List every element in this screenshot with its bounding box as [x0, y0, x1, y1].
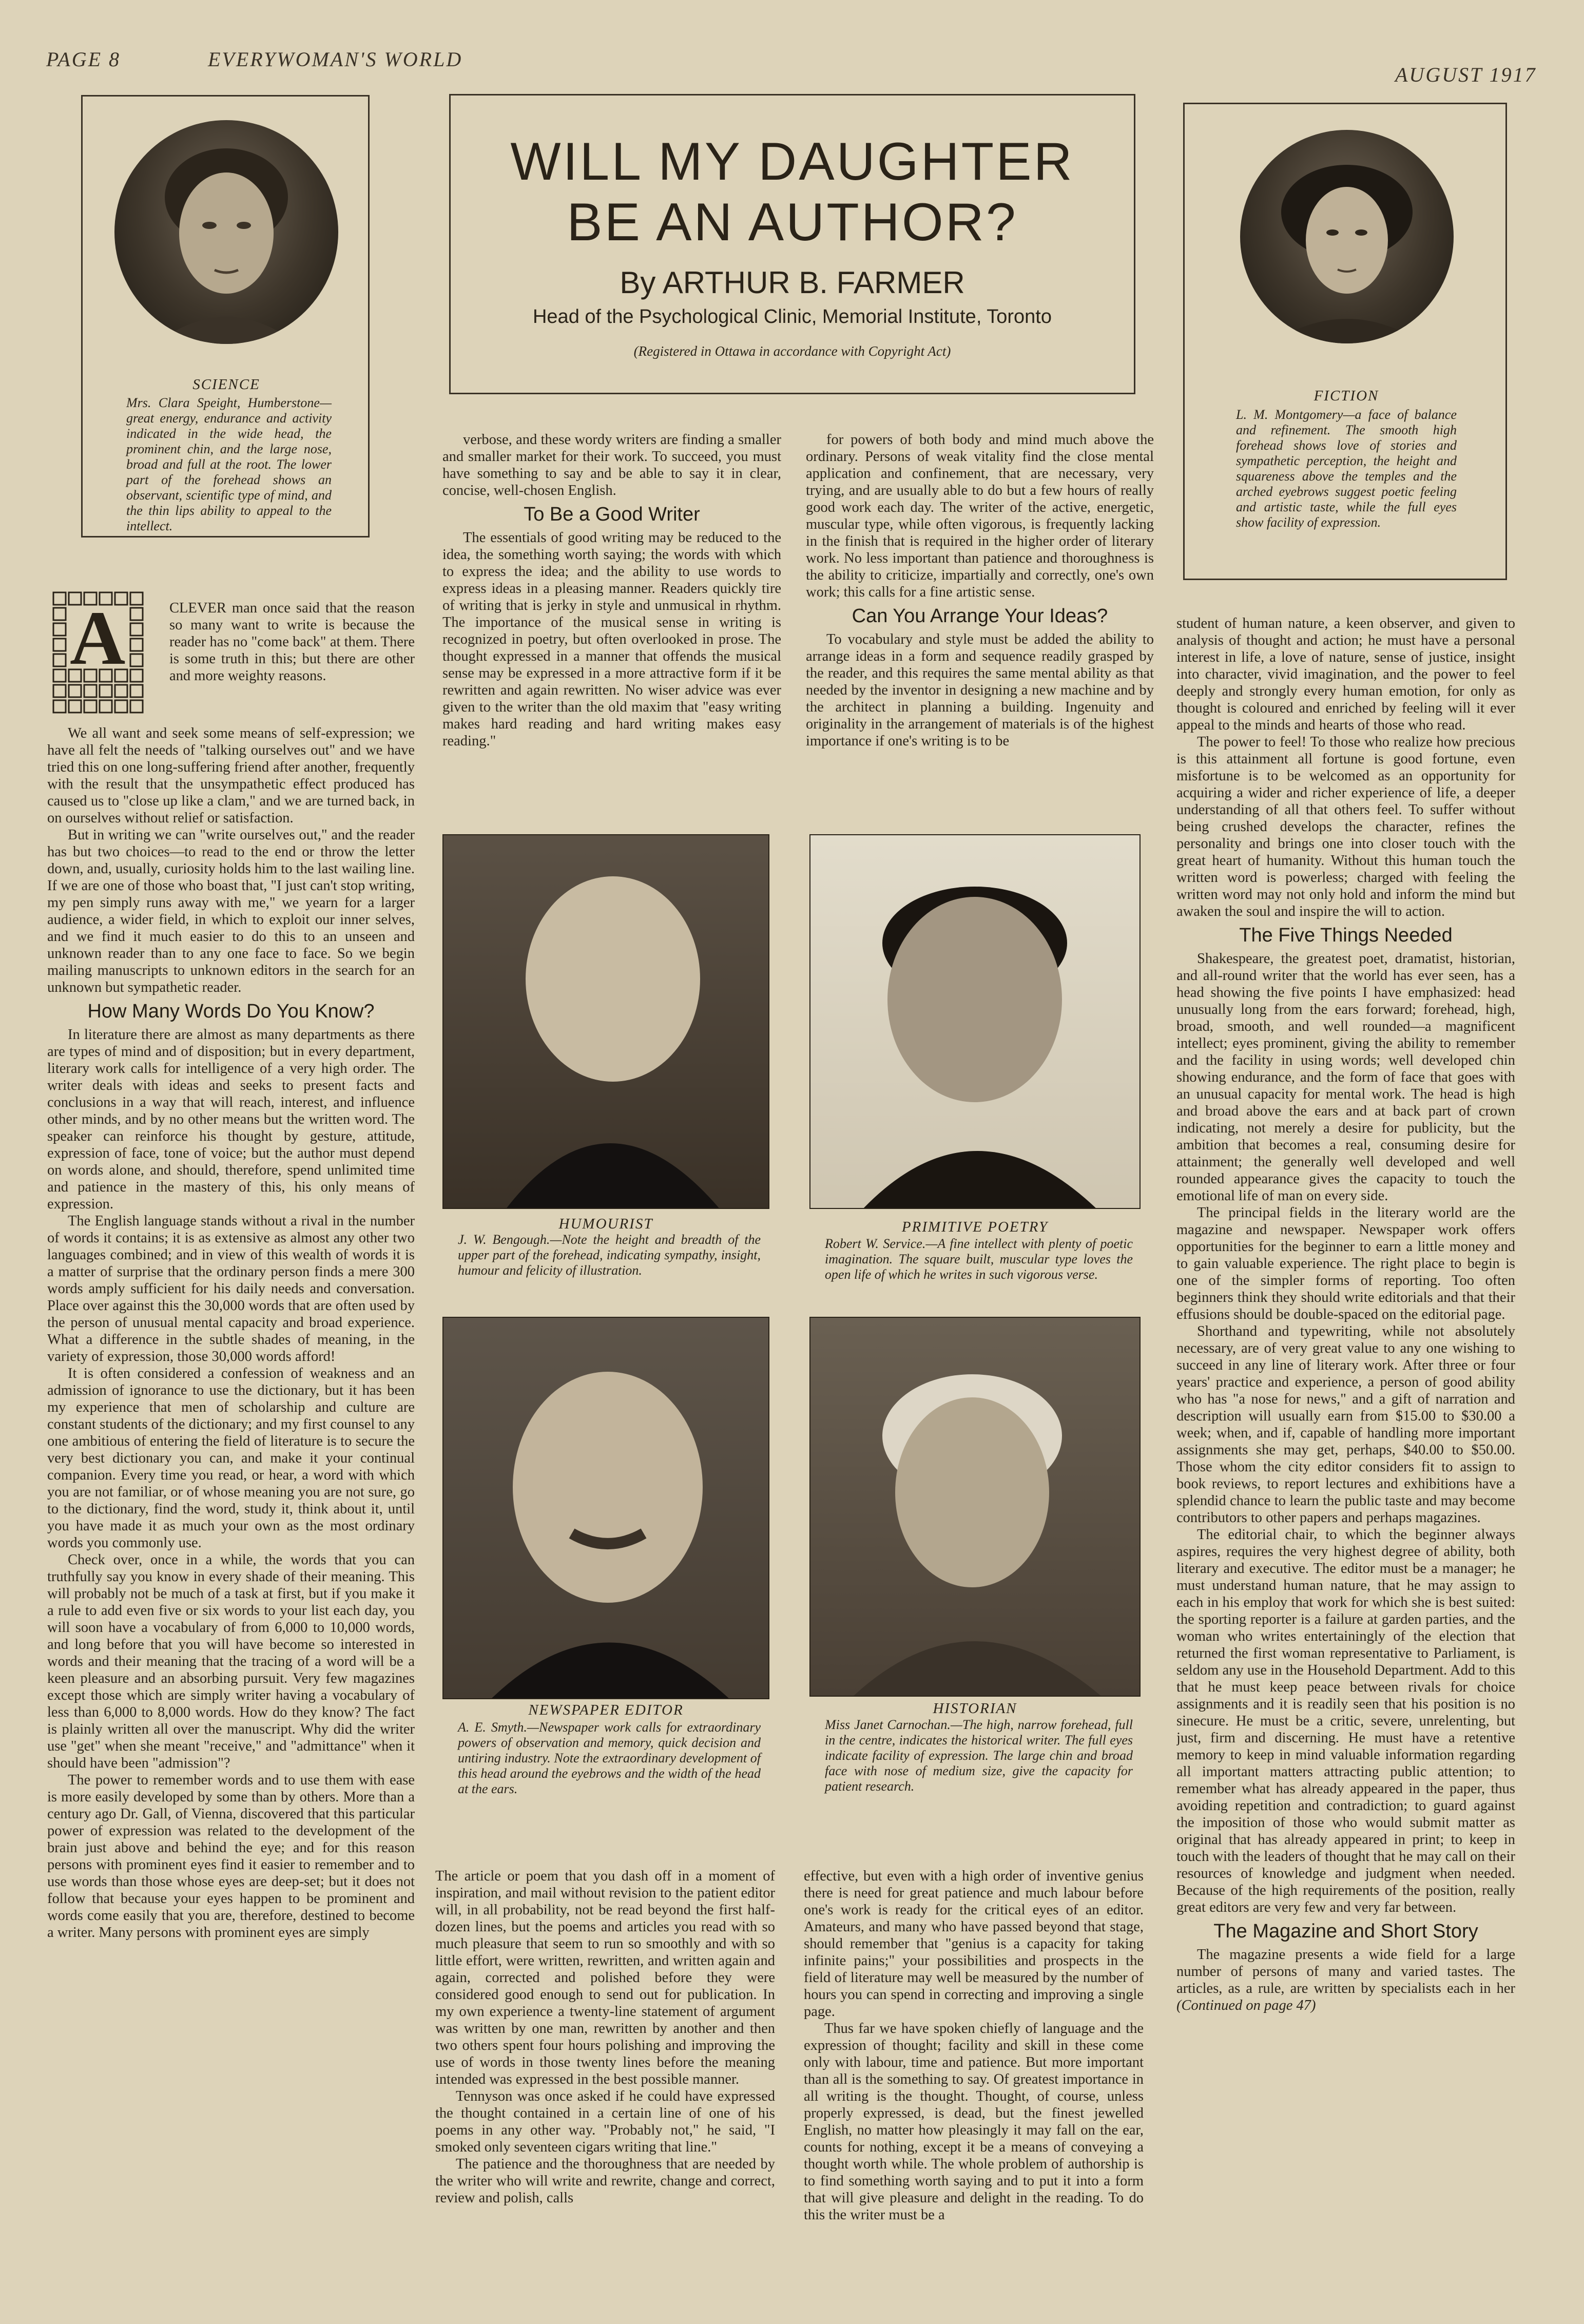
paragraph: The editorial chair, to which the beginner always aspires, requires the very highest degree of ability, both literary and executive. The editor must be a manager; he must understand human nature, that he may assign to each in his employ that work for which she is best suited: the sporting reporter is a failure at garden parties, and the woman who writes entertainingly of the election that returned the first woman representative to Parliament, is seldom any use in the Household Department. Add to this that he must keep peace between rivals for choice assignments and it is readily seen that his position is no sinecure. He must be a critic, severe, unrelenting, but just, firm and discerning. He must have a retentive memory to keep in mind valuable information regarding all important matters attracting public attention; to remember what has already appeared in the paper, thus avoiding repetition and contradiction; to guard against the imposition of those who would submit matter as original that has already appeared in print; to keep in touch with the leaders of thought that he may call on their resources of knowledge and judgment when needed. Because of the high requirements of the position, really great editors are very few and very far between.	[1176, 1527, 1515, 1915]
column-3-bottom	[804, 1868, 1144, 2299]
subheading-arrange-ideas: Can You Arrange Your Ideas?	[852, 605, 1108, 627]
caption-humourist: J. W. Bengough.—Note the height and breadth of the upper part of the forehead, indicating sympathy, insight, humour and felicity of illustration.	[458, 1232, 761, 1278]
paragraph: The patience and the thoroughness that are needed by the writer who will write and rewrite, change and correct, review and polish, calls	[435, 2156, 775, 2206]
byline: By ARTHUR B. FARMER	[620, 265, 965, 300]
photo-historian	[809, 1317, 1141, 1697]
author-affiliation: Head of the Psychological Clinic, Memorial Institute, Toronto	[532, 306, 1052, 328]
caption-title-newspaper-editor: NEWSPAPER EDITOR	[528, 1702, 684, 1718]
paragraph: The power to feel! To those who realize how precious is this attainment all fortune is good fortune, even misfortune is to be welcomed as an opportunity for acquiring a wider and richer experience of life, a deeper understanding of all that others feel. To suffer without being crushed develops the character, refines the personality and brings one into closer touch with the great heart of humanity. Without this human touch the written word is powerless; charged with feeling the written word may not only hold and inform the mind but awaken the soul and inspire the will to action.	[1176, 734, 1515, 919]
paragraph: student of human nature, a keen observer, and given to analysis of thought and action; he must have a personal interest in life, a love of nature, sense of justice, insight into character, vivid imagination, and the power to feel deeply and strongly every human emotion, for only as thought is coloured and enriched by feeling will it ever appeal to the minds and hearts of those who read.	[1176, 616, 1515, 733]
caption-title-primitive-poetry: PRIMITIVE POETRY	[901, 1219, 1049, 1235]
paragraph: verbose, and these wordy writers are finding a smaller and smaller market for their work. To succeed, you must have something to say and be able to say it in clear, concise, well-chosen English.	[442, 432, 781, 498]
drop-cap-ornament	[51, 590, 154, 724]
issue-date: AUGUST 1917	[1395, 63, 1537, 86]
copyright-notice: (Registered in Ottawa in accordance with Copyright Act)	[633, 343, 951, 359]
caption-historian: Miss Janet Carnochan.—The high, narrow forehead, full in the centre, indicates the historical writer. The full eyes indicate facility of expression. The large chin and broad face with nose of medium size, give the capacity for patient research.	[825, 1717, 1133, 1794]
paragraph-text: The magazine presents a wide field for a large number of persons of many and varied tastes. The articles, as a rule, are written by specialists each in her	[1176, 1947, 1515, 1996]
portrait-box-fiction	[1183, 103, 1507, 580]
paragraph: But in writing we can "write ourselves out," and the reader has but two choices—to read to the end or throw the letter down, and, usually, curiosity holds him to the last wailing line. If we are one of those who boast that, "I just can't stop writing, my pen simply runs away with me," we yearn for a larger audience, a wider field, in which to exploit our inner selves, and we find it much easier to do this to an unseen and unknown reader than to any one face to face. So we begin mailing manuscripts to unknown editors in the search for an unknown but sympathetic reader.	[47, 827, 415, 995]
article-title-line2: BE AN AUTHOR?	[567, 193, 1018, 252]
portrait-silhouette-icon	[1240, 130, 1454, 343]
subheading-five-things: The Five Things Needed	[1239, 925, 1453, 946]
photo-humourist	[442, 834, 769, 1209]
continued-link[interactable]: (Continued on page 47)	[1176, 1998, 1316, 2013]
subheading-good-writer: To Be a Good Writer	[524, 504, 700, 525]
caption-title-humourist: HUMOURIST	[558, 1216, 653, 1232]
paragraph: Shakespeare, the greatest poet, dramatist, historian, and all-round writer that the world has ever seen, has a head showing the five points I have emphasized: head unusually long from the ears forward; forehead, high, broad, smooth, and well rounded—a magnificent intellect; eyes prominent, giving the ability to remember and the facility in using words; well developed chin showing endurance, and the form of face that goes with an unusual capacity for mental work. The head is high and broad above the ears and at back part of crown indicating, not merely a desire for publicity, but the ambition that becomes a real, consuming desire for attainment; the generally well developed and well rounded appearance gives the capacity to touch the emotional life of man on every side.	[1176, 951, 1515, 1204]
column-2-top	[442, 431, 781, 821]
photo-primitive-poetry	[809, 834, 1141, 1209]
paragraph: We all want and seek some means of self-expression; we have all felt the needs of "talking ourselves out" and we have tried this on one long-suffering friend after another, frequently with the result that the unsympathetic effect produced has caused us to "close up like a clam," and we are turned back, in on ourselves without relief or satisfaction.	[47, 725, 415, 826]
title-box	[449, 94, 1135, 394]
caption-science: Mrs. Clara Speight, Humberstone—great energy, endurance and activity indicated in the wide head, the prominent chin, and the large nose, broad and full at the root. The lower part of the forehead shows an observant, scientific type of mind, and the thin lips ability to appeal to the intellect.	[126, 395, 332, 533]
portrait-lm-montgomery	[1240, 130, 1454, 343]
paragraph: for powers of both body and mind much above the ordinary. Persons of weak vitality find the close mental application and confinement, that are necessary, very trying, and are usually able to do but a few hours of really good work each day. The writer of the active, energetic, muscular type, while often vigorous, is frequently lacking in the finish that is required in the higher order of literary work. No less important than patience and thoroughness is the ability to criticize, impartially and correctly, one's own work; this calls for a fine artistic sense.	[806, 432, 1154, 600]
drop-cap-letter: A	[70, 596, 126, 681]
paragraph	[1176, 1946, 1515, 2014]
photo-silhouette-icon	[443, 1318, 769, 1699]
paragraph: To vocabulary and style must be added the ability to arrange ideas in a form and sequence readily grasped by the reader, and this requires the same mental ability as that needed by the inventor in designing a new machine and by the architect in planning a building. Ingenuity and originality in the arrangement of materials is of the highest importance if one's writing is to be	[806, 631, 1154, 749]
paragraph: The principal fields in the literary world are the magazine and newspaper. Newspaper work offers opportunities for the beginner to earn a little money and to gain valuable experience. The right place to begin is one of the simpler forms of reporting. Too often beginners think they should write editorials and that their effusions should be double-spaced on the editorial page.	[1176, 1205, 1515, 1322]
paragraph: The article or poem that you dash off in a moment of inspiration, and mail without revision to the patient editor will, in all probability, not be read beyond the first half-dozen lines, but the poems and articles you read with so much pleasure that seem to run so smoothly and with so little effort, were written, rewritten, and written again and again, corrected and polished before they were considered good enough to send out for publication. In my own experience a twenty-line statement of argument was written by one man, rewritten by another and then two others spent four hours polishing and improving the use of words in those twenty lines before the meaning intended was expressed in the best possible manner.	[435, 1868, 775, 2087]
paragraph: Thus far we have spoken chiefly of language and the expression of thought; facility and skill in these come only with labour, time and patience. But more important than all is the something to say. Of greatest importance in all writing is the thought. Thought, of course, unless properly expressed, is dead, but the finest jewelled English, no matter how pleasingly it may fall on the ear, counts for nothing, except it be a means of conveying a thought worth while. The whole problem of authorship is to find something worth saying and to put it into a form that will give pleasure and delight in the reading. To do this the writer must be a	[804, 2021, 1144, 2223]
paragraph: The power to remember words and to use them with ease is more easily developed by some than by others. More than a century ago Dr. Gall, of Vienna, discovered that this particular power of expression was related to the development of the brain just above and behind the eye; and for this reason persons with prominent eyes find it easier to remember and to use words than those whose eyes are deep-set; but it does not follow that because your eyes happen to be prominent and words come easily that you are, therefore, destined to become a writer. Many persons with prominent eyes are simply	[47, 1772, 415, 1941]
caption-fiction: L. M. Montgomery—a face of balance and refinement. The smooth high forehead shows love of stories and sympathetic perception, the height and squareness above the temples and the arched eyebrows suggest poetic feeling and artistic taste, while the full eyes show facility of expression.	[1236, 407, 1457, 530]
subheading-magazine-short-story: The Magazine and Short Story	[1213, 1920, 1478, 1942]
column-3-top	[806, 431, 1154, 821]
caption-title-science: SCIENCE	[192, 376, 260, 393]
photo-silhouette-icon	[810, 1318, 1141, 1697]
paragraph: The essentials of good writing may be reduced to the idea, the something worth saying; the words with which to express the idea; and the ability to use words to express ideas in a pleasing manner. Readers quickly tire of writing that is jerky in style and unmusical in rhythm. The importance of the musical sense in writing is recognized in poetry, but often overlooked in prose. The thought expressed in a manner that offends the musical sense may be expressed in a more attractive form if it be rewritten and again rewritten. No wiser advice was ever given to the writer than the old maxim that "easy writing makes hard reading and hard writing makes easy reading."	[442, 530, 781, 749]
portrait-silhouette-icon	[114, 120, 338, 344]
paragraph: CLEVER man once said that the reason so many want to write is because the reader has no "come back" at them. There is some truth in this; but there are other and more weighty reasons.	[169, 600, 415, 684]
caption-primitive-poetry: Robert W. Service.—A fine intellect with plenty of poetic imagination. The square built, muscular type loves the open life of which he writes in such vigorous verse.	[825, 1236, 1133, 1282]
column-1-intro	[169, 600, 415, 723]
photo-silhouette-icon	[443, 835, 769, 1209]
caption-title-historian: HISTORIAN	[933, 1700, 1017, 1717]
photo-newspaper-editor	[442, 1317, 769, 1699]
column-1	[47, 725, 415, 2291]
column-4	[1176, 615, 1515, 2278]
portrait-clara-speight	[114, 120, 338, 344]
photo-silhouette-icon	[810, 835, 1141, 1209]
paragraph: Check over, once in a while, the words that you can truthfully say you know in every shade of their meaning. This will probably not be much of a task at first, but if you make it a rule to add even five or six words to your list each day, you will soon have a vocabulary of from 6,000 to 10,000 words, and long before that you will have become so interested in words and their meaning that the tracing of a word will be a keen pleasure and an absorbing pursuit. Very few magazines except those which are simply writer having a vocabulary of less than 6,000 to 8,000 words. How do they know? The fact is plainly written all over the manuscript. Why did the writer use "get" when she meant "receive," and "admittance" when it should have been "admission"?	[47, 1552, 415, 1771]
caption-title-fiction: FICTION	[1313, 388, 1379, 404]
column-2-bottom	[435, 1868, 775, 2299]
paragraph: Shorthand and typewriting, while not absolutely necessary, are of very great value to any one wishing to succeed in any line of literary work. After three or four years' practice and experience, a person of good ability who has "a nose for news," and a gift of narration and description will usually earn from $15.00 to $30.00 a week; when, and if, capable of handling more important assignments she may get, perhaps, $40.00 to $50.00. Those whom the city editor considers fit to assign to book reviews, to report lectures and exhibitions have a splendid chance to learn the public taste and may become contributors to other papers and perhaps magazines.	[1176, 1323, 1515, 1526]
paragraph: Tennyson was once asked if he could have expressed the thought contained in a certain line of one of his poems in any other way. "Probably not," he said, "I smoked only seventeen cigars writing that line."	[435, 2088, 775, 2155]
portrait-box-science	[81, 95, 370, 537]
magazine-name: EVERYWOMAN'S WORLD	[208, 48, 463, 71]
subheading-how-many-words: How Many Words Do You Know?	[87, 1001, 375, 1022]
paragraph: It is often considered a confession of weakness and an admission of ignorance to use the dictionary, but it has been my experience that men of scholarship and culture are constant students of the dictionary; and my first counsel to any one ambitious of entering the field of literature is to secure the very best dictionary you can, and make it your continual companion. Every time you read, or hear, a word with which you are not familiar, or of whose meaning you are not sure, go to the dictionary, find the word, study it, think about it, until you have made it as much your own as the most ordinary words you commonly use.	[47, 1366, 415, 1551]
caption-newspaper-editor: A. E. Smyth.—Newspaper work calls for extraordinary powers of observation and memory, quick decision and untiring industry. Note the extraordinary development of this head around the eyebrows and the width of the head at the ears.	[458, 1720, 761, 1796]
paragraph: In literature there are almost as many departments as there are types of mind and of disposition; but in every department, literary work calls for intelligence of a very high order. The writer deals with ideas and seeks to present facts and conclusions in a way that will reach, interest, and influence other minds, and by no other means but the written word. The speaker can reinforce his thought by gesture, attitude, expression of face, tone of voice; but the author must depend on words alone, and should, therefore, spend unlimited time and patience in the mastery of this, his only means of expression.	[47, 1027, 415, 1212]
paragraph: effective, but even with a high order of inventive genius there is need for great patience and much labour before one's work is ready for the critical eyes of an editor. Amateurs, and many who have passed beyond that stage, should remember that "genius is a capacity for taking infinite pains;" your possibilities and prospects in the field of literature may well be measured by the number of hours you can spend in correcting and improving a single page.	[804, 1868, 1144, 2020]
page-number: PAGE 8	[46, 48, 121, 71]
article-title-line1: WILL MY DAUGHTER	[510, 132, 1074, 191]
paragraph: The English language stands without a rival in the number of words it contains; it is as extensive as almost any other two languages combined; and in view of this wealth of words it is a matter of surprise that the ordinary person finds a mere 300 words amply sufficient for his daily needs and conversation. Place over against this the 30,000 words that are often used by the person of unusual mental capacity and broad experience. What a difference in the subtle shades of meaning, in the variety of expression, those 30,000 words afford!	[47, 1213, 415, 1365]
